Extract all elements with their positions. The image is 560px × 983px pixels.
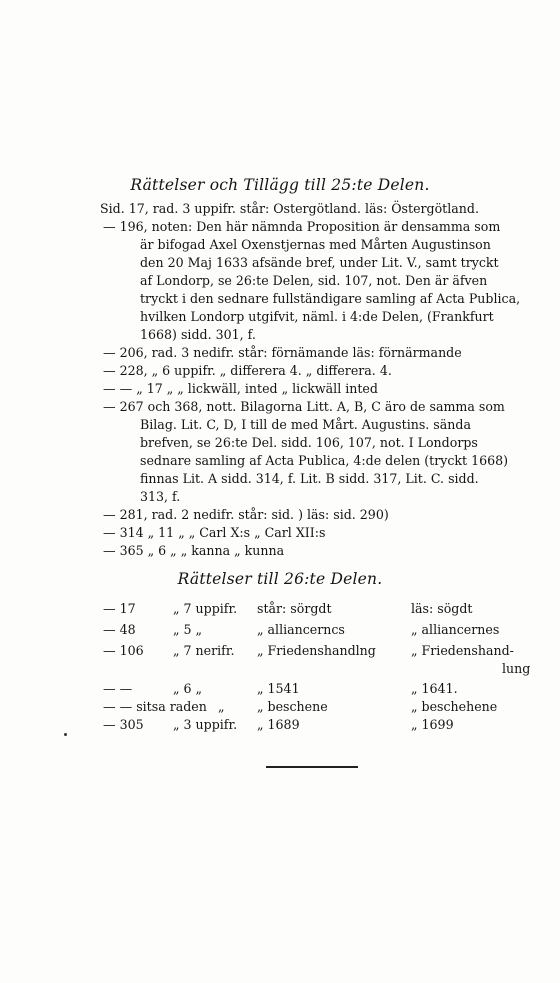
erratum-line: den 20 Maj 1633 afsände bref, under Lit. V., samt tryckt <box>140 255 499 270</box>
rad-cell: „ <box>218 699 225 714</box>
erratum-line: — 281, rad. 2 nedifr. står: sid. ) läs: sid. 290) <box>103 507 389 522</box>
erratum-line: 313, f. <box>140 489 181 504</box>
rad-cell: „ 6 „ <box>173 681 203 696</box>
star-cell: står: sörgdt <box>257 601 332 616</box>
rad-cell: „ 5 „ <box>173 622 203 637</box>
ref-cell: — 106 <box>103 643 144 658</box>
las-cell: lung <box>502 661 531 676</box>
table-row <box>0 680 560 698</box>
closing-rule <box>266 766 358 768</box>
erratum-line: 1668) sidd. 301, f. <box>140 327 256 342</box>
erratum-line: — 206, rad. 3 nedifr. står: förnämande läs: förnärmande <box>103 345 462 360</box>
erratum-line: — 365 „ 6 „ „ kanna „ kunna <box>103 543 285 558</box>
erratum-line: — 314 „ 11 „ „ Carl X:s „ Carl XII:s <box>103 525 326 540</box>
erratum-line: — — „ 17 „ „ lickwäll, inted „ lickwäll inted <box>103 381 378 396</box>
rad-cell: „ 7 nerifr. <box>173 643 235 658</box>
rad-cell: „ 3 uppifr. <box>173 717 238 732</box>
star-cell: „ 1689 <box>257 717 300 732</box>
star-cell: „ alliancerncs <box>257 622 345 637</box>
section1-title: Rättelser och Tillägg till 25:te Delen. <box>130 176 430 194</box>
erratum-line: tryckt i den sednare fullständigare samling af Acta Publica, <box>140 291 521 306</box>
table-row <box>0 621 560 639</box>
table-row <box>0 642 560 660</box>
ref-cell: — 48 <box>103 622 136 637</box>
las-cell: läs: sögdt <box>411 601 473 616</box>
ref-cell: — 305 <box>103 717 144 732</box>
table-row <box>0 600 560 618</box>
section2-title: Rättelser till 26:te Delen. <box>177 570 383 588</box>
star-cell: „ beschene <box>257 699 328 714</box>
erratum-line: af Londorp, se 26:te Delen, sid. 107, not. Den är äfven <box>140 273 488 288</box>
rad-cell: „ 7 uppifr. <box>173 601 238 616</box>
erratum-line: — 228, „ 6 uppifr. „ differera 4. „ differera. 4. <box>103 363 392 378</box>
ink-speck <box>64 733 67 736</box>
las-cell: „ Friedenshand- <box>411 643 514 658</box>
erratum-line: hvilken Londorp utgifvit, näml. i 4:de Delen, (Frankfurt <box>140 309 494 324</box>
erratum-line: finnas Lit. A sidd. 314, f. Lit. B sidd. 317, Lit. C. sidd. <box>140 471 479 486</box>
erratum-line: Bilag. Lit. C, D, I till de med Mårt. Augustins. sända <box>140 417 471 432</box>
table-row <box>0 716 560 734</box>
erratum-line: — 267 och 368, nott. Bilagorna Litt. A, B, C äro de samma som <box>103 399 505 414</box>
ref-cell: — 17 <box>103 601 136 616</box>
table-row <box>0 660 560 678</box>
erratum-line: är bifogad Axel Oxenstjernas med Mårten Augustinson <box>140 237 491 252</box>
erratum-line: Sid. 17, rad. 3 uppifr. står: Ostergötland. läs: Östergötland. <box>100 201 479 216</box>
erratum-line: brefven, se 26:te Del. sidd. 106, 107, not. I Londorps <box>140 435 478 450</box>
las-cell: „ alliancernes <box>411 622 500 637</box>
las-cell: „ beschehene <box>411 699 498 714</box>
erratum-line: sednare samling af Acta Publica, 4:de delen (tryckt 1668) <box>140 453 509 468</box>
table-row <box>0 698 560 716</box>
las-cell: „ 1699 <box>411 717 454 732</box>
las-cell: „ 1641. <box>411 681 458 696</box>
erratum-line: — 196, noten: Den här nämnda Proposition är densamma som <box>103 219 501 234</box>
ref-cell: — — <box>103 681 133 696</box>
star-cell: „ Friedenshandlng <box>257 643 376 658</box>
star-cell: „ 1541 <box>257 681 300 696</box>
ref-cell: — — sitsa raden <box>103 699 207 714</box>
